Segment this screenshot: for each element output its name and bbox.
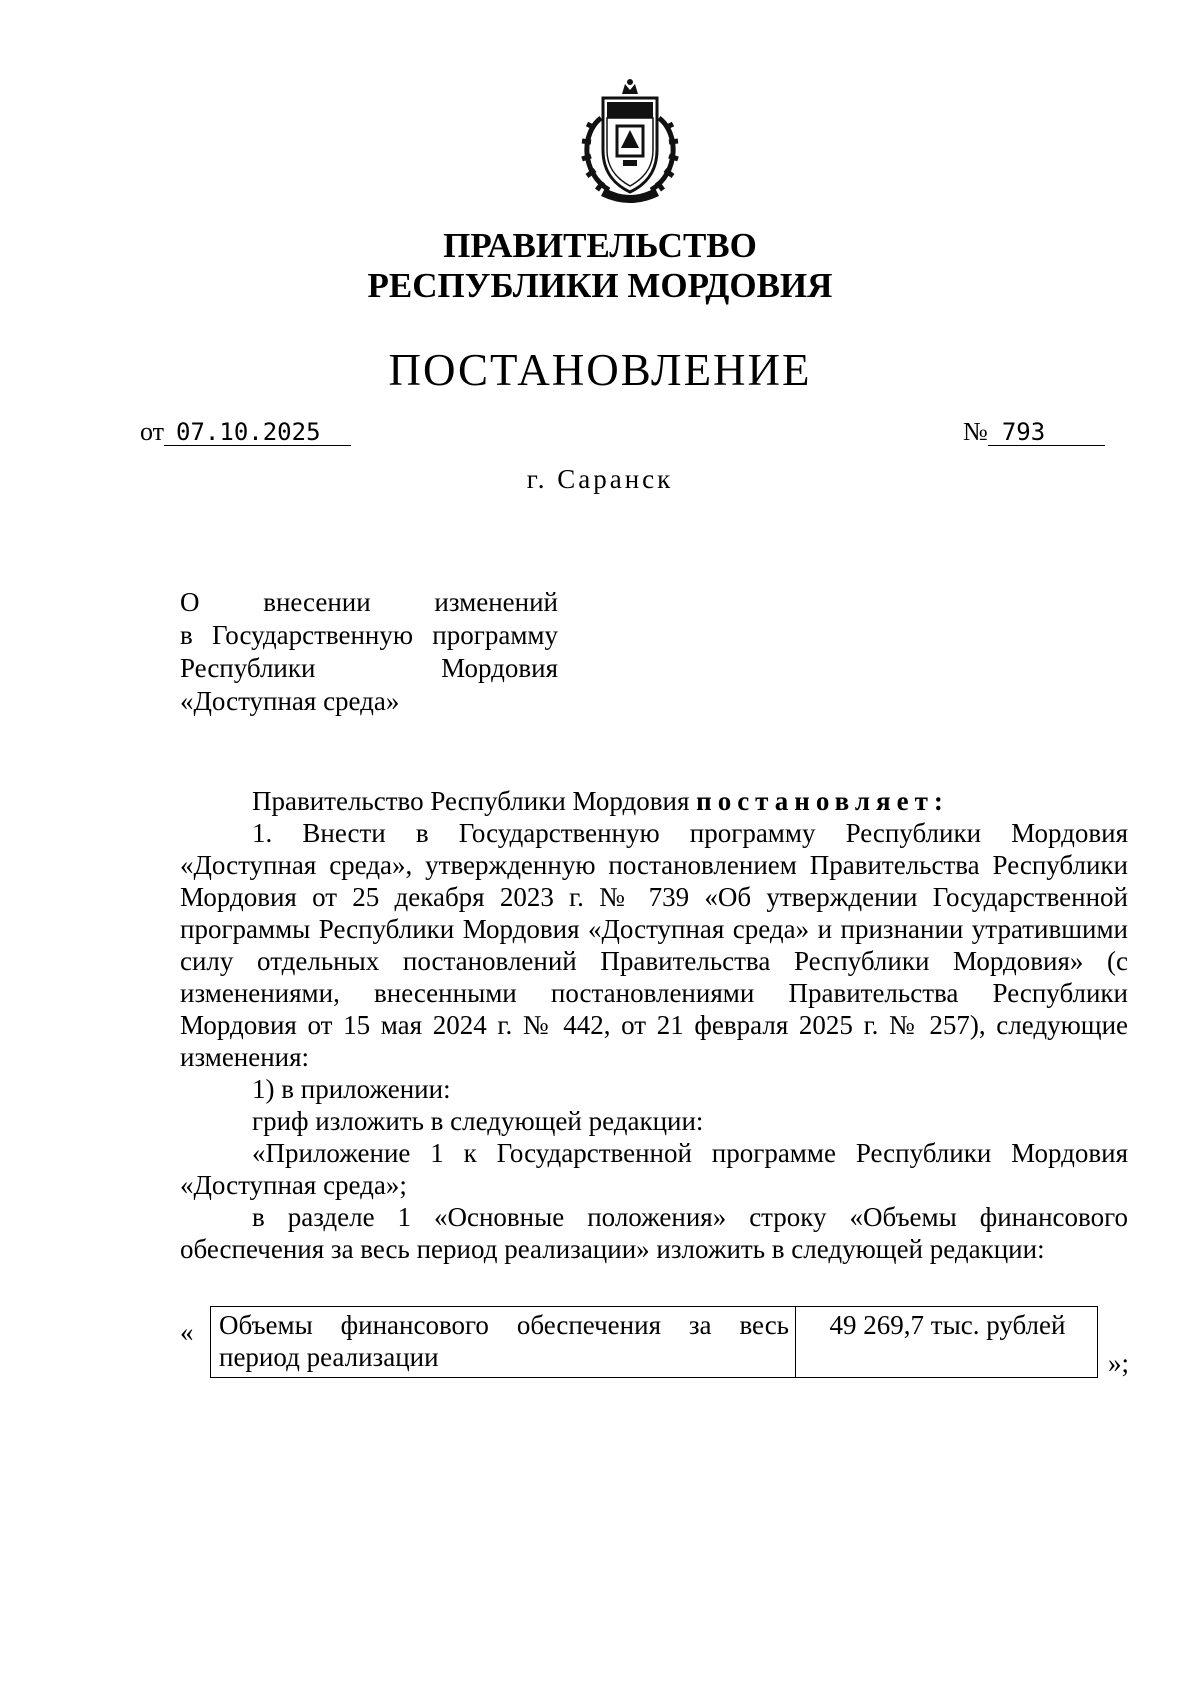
date-value: 07.10.2025	[164, 419, 351, 446]
table-cell-value: 49 269,7 тыс. рублей	[796, 1307, 1098, 1378]
coat-of-arms-icon	[573, 78, 687, 208]
number-prefix: №	[963, 417, 988, 446]
table-open-quote: «	[180, 1317, 194, 1347]
intro-paragraph	[180, 785, 1128, 817]
body-paragraph: 1. Внести в Государственную программу Республики Мордовия «Доступная среда», утвержденную постановлением Правительства Республики Мордовия от 25 декабря 2023 г. № 739 «Об утверждении Государственной программы Республики Мордовия «Доступная среда» и признании утратившими силу отдельных постановлений Правительства Республики Мордовия» (с изменениями, внесенными постановлениями Правительства Республики Мордовия от 15 мая 2024 г. № 442, от 21 февраля 2025 г. № 257), следующие изменения:	[180, 818, 1128, 1072]
number-value: 793	[988, 419, 1105, 446]
intro-text: Правительство Республики Мордовия	[252, 786, 697, 816]
subject-line: в Государственную программу	[180, 620, 558, 650]
document-type-title: ПОСТАНОВЛЕНИЕ	[388, 345, 812, 395]
date-prefix: от	[140, 417, 165, 446]
table-close-quote: »;	[1108, 1348, 1130, 1378]
document-number	[963, 417, 1105, 447]
document-date	[140, 417, 351, 447]
body-paragraph: 1) в приложении:	[252, 1074, 451, 1104]
document-body	[180, 785, 1128, 1265]
subject-line: Республики Мордовия	[180, 653, 558, 683]
body-paragraph: гриф изложить в следующей редакции:	[252, 1106, 704, 1136]
body-paragraph: «Приложение 1 к Государственной программе Республики Мордовия «Доступная среда»;	[180, 1138, 1128, 1200]
subject-line: «Доступная среда»	[180, 686, 400, 716]
resolution-keyword: постановляет:	[696, 786, 949, 816]
body-paragraph: в разделе 1 «Основные положения» строку «Объемы финансового обеспечения за весь период реализации» изложить в следующей редакции:	[180, 1202, 1128, 1264]
table-cell-label: Объемы финансового обеспечения за весь период реализации	[211, 1307, 796, 1378]
organization-name-line2: РЕСПУБЛИКИ МОРДОВИЯ	[367, 266, 833, 305]
table-row	[211, 1307, 1098, 1378]
document-subject	[180, 586, 558, 718]
organization-name-line1: ПРАВИТЕЛЬСТВО	[443, 226, 757, 265]
financing-table	[210, 1306, 1098, 1378]
subject-line: О внесении изменений	[180, 587, 558, 617]
issue-city: г. Саранск	[526, 464, 674, 494]
